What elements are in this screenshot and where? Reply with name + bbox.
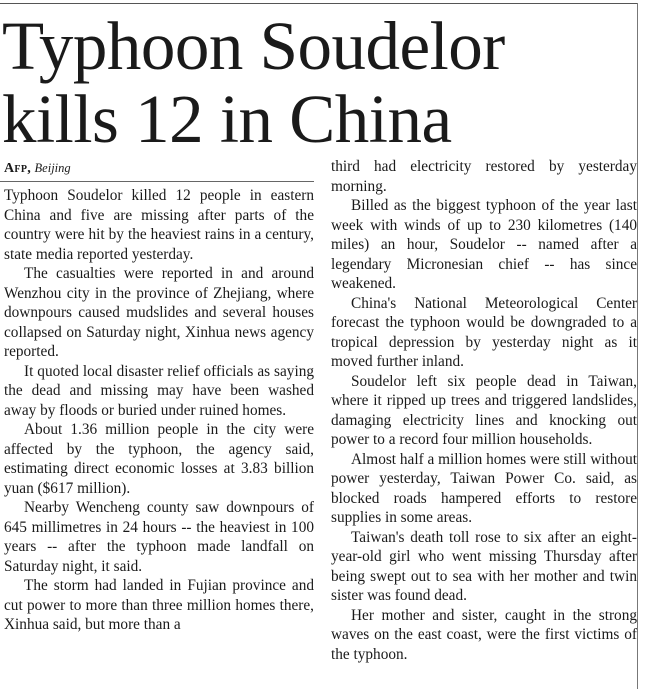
paragraph: Her mother and sister, caught in the strong waves on the east coast, were the first victims of the typhoon. — [331, 606, 637, 663]
article-column-2 — [331, 157, 637, 664]
paragraph-continued: third had electricity restored by yesterday morning. — [331, 158, 637, 195]
top-rule — [0, 3, 637, 4]
headline-line-1: Typhoon Soudelor — [2, 8, 505, 84]
article-column-1 — [4, 186, 314, 635]
byline-place: Beijing — [34, 161, 71, 175]
paragraph: Nearby Wencheng county saw downpours of 645 millimetres in 24 hours -- the heaviest in 100 years -- after the typhoon made landfall on Saturday night, it said. — [4, 499, 314, 575]
paragraph: It quoted local disaster relief officials as saying the dead and missing may have been washed away by floods or buried under ruined homes. — [4, 362, 314, 419]
column-edge-rule — [637, 3, 638, 689]
paragraph: China's National Meteorological Center forecast the typhoon would be downgraded to a tropical depression by yesterday night as it moved further inland. — [331, 294, 637, 370]
paragraph: Soudelor left six people dead in Taiwan, where it ripped up trees and triggered landslides, damaging electricity lines and knocking out power to a record four million households. — [331, 372, 637, 448]
paragraph: About 1.36 million people in the city were affected by the typhoon, the agency said, estimating direct economic losses at 3.83 billion yuan ($617 million). — [4, 421, 314, 497]
paragraph: Typhoon Soudelor killed 12 people in eastern China and five are missing after parts of the country were hit by the heaviest rains in a century, state media reported yesterday. — [4, 187, 314, 263]
paragraph: The storm had landed in Fujian province and cut power to more than three million homes there, Xinhua said, but more than a — [4, 577, 314, 633]
paragraph: Billed as the biggest typhoon of the year last week with winds of up to 230 kilometres (140 miles) an hour, Soudelor -- named after a legendary Micronesian chief -- has since weakened. — [331, 197, 637, 292]
byline-agency: Afp, — [4, 161, 32, 176]
headline-line-2: kills 12 in China — [2, 81, 452, 157]
byline-rule — [0, 181, 314, 182]
paragraph: Taiwan's death toll rose to six after an eight-year-old girl who went missing Thursday after being swept out to sea with her mother and twin sister was found dead. — [331, 528, 637, 604]
paragraph: The casualties were reported in and around Wenzhou city in the province of Zhejiang, where downpours caused mudslides and several houses collapsed on Saturday night, Xinhua news agency reported. — [4, 265, 314, 360]
paragraph: Almost half a million homes were still without power yesterday, Taiwan Power Co. said, as blocked roads hampered efforts to restore supplies in some areas. — [331, 450, 637, 526]
byline — [4, 159, 71, 178]
headline — [2, 10, 636, 156]
